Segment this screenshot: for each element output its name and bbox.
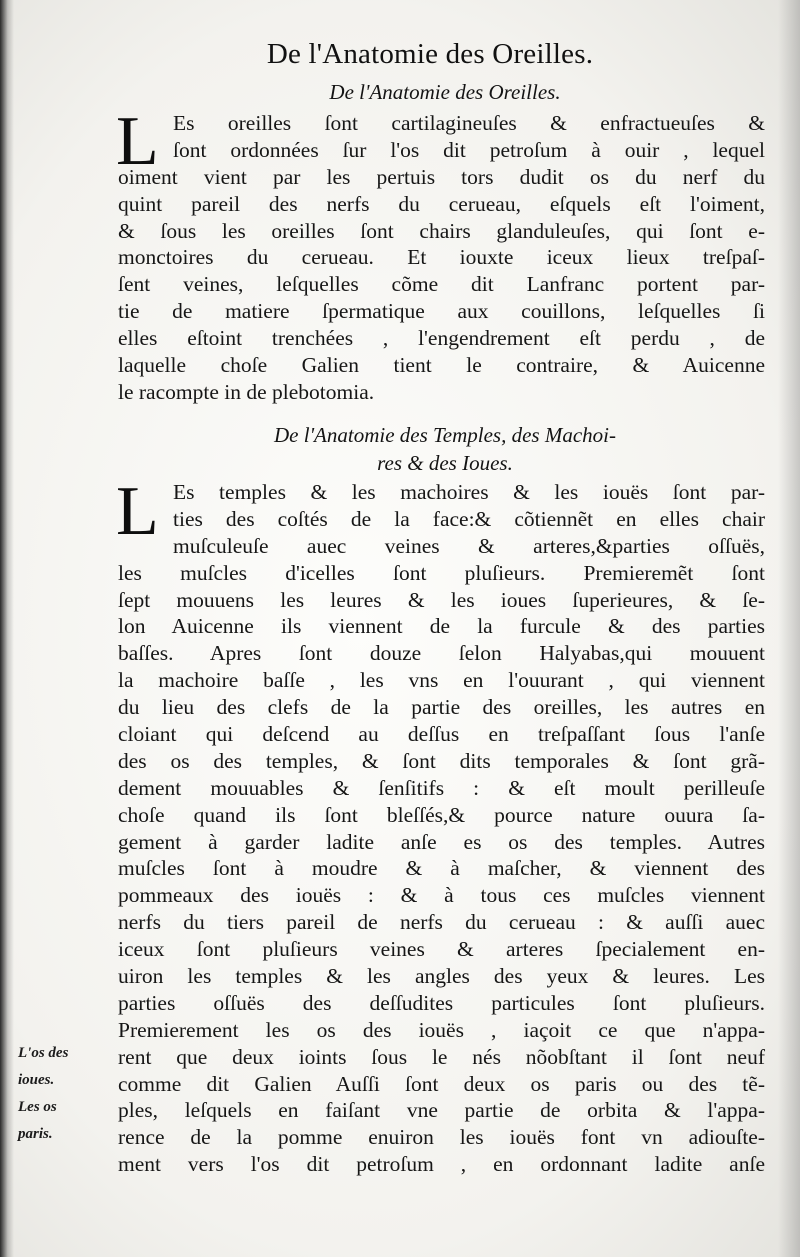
- text-line: gement à garder ladite anſe es os des temples. Autres: [118, 829, 765, 854]
- text-line: des os des temples, & ſont dits temporales & ſont grã-: [118, 748, 765, 773]
- text-line: rent que deux ioints ſous le nés nõobſtant il ſont neuf: [118, 1044, 765, 1069]
- text-line: iceux ſont pluſieurs veines & arteres ſpecialement en-: [118, 937, 765, 962]
- text-line: uiron les temples & les angles des yeux & leures. Les: [118, 964, 765, 989]
- text-line: muſculeuſe auec veines & arteres,&parties oſſuës,: [173, 533, 765, 558]
- text-line: ſont ordonnées ſur l'os dit petroſum à ouir , lequel: [173, 137, 765, 162]
- text-line: le racompte in de plebotomia.: [118, 379, 375, 404]
- text-line: Premierement les os des iouës , iaçoit ce que n'appa-: [118, 1017, 765, 1042]
- section-body-temples: [116, 473, 765, 1178]
- text-line: & ſous les oreilles ſont chairs glanduleuſes, qui ſont e-: [118, 218, 765, 243]
- text-line: choſe quand ils ſont bleſſés,& pource nature ouura ſa-: [118, 802, 765, 827]
- margin-note: Les os: [18, 1098, 57, 1115]
- text-line: lon Auicenne ils viennent de la furcule & des parties: [118, 614, 765, 639]
- section-body-ears: [116, 103, 765, 406]
- running-head: De l'Anatomie des Oreilles.: [266, 38, 594, 70]
- text-line: rence de la pomme enuiron les iouës font vn adiouſte-: [118, 1125, 765, 1150]
- text-line: cloiant qui deſcend au deſſus en treſpaſſant ſous l'anſe: [118, 722, 765, 747]
- drop-cap-letter: L: [116, 473, 159, 550]
- text-line: ties des coſtés de la face:& cõtiennẽt en elles chair: [173, 506, 765, 531]
- text-line: nerfs du tiers pareil de nerfs du cerueau : & auſſi auec: [118, 910, 765, 935]
- text-line: dement mouuables & ſenſitifs : & eſt moult perilleuſe: [118, 775, 765, 800]
- text-line: tie de matiere ſpermatique aux couillons, leſquelles ſi: [118, 299, 765, 324]
- text-line: oiment vient par les pertuis tors dudit os du nerf du: [118, 164, 765, 189]
- text-line: monctoires du cerueau. Et iouxte iceux lieux treſpaſ-: [118, 245, 765, 270]
- text-line: les muſcles d'icelles ſont pluſieurs. Premieremẽt ſont: [118, 560, 765, 585]
- section-heading-ears: De l'Anatomie des Oreilles.: [329, 80, 561, 104]
- text-line: du lieu des clefs de la partie des oreilles, les autres en: [118, 695, 765, 720]
- text-line: ſept mouuens les leures & les ioues ſuperieures, & ſe-: [118, 587, 765, 612]
- page-edge-shadow: [778, 0, 800, 1257]
- text-line: pommeaux des iouës : & à tous ces muſcles viennent: [118, 883, 765, 908]
- margin-note: L'os des: [18, 1045, 69, 1061]
- text-line: laquelle choſe Galien tient le contraire, & Auicenne: [118, 353, 765, 378]
- margin-note: paris.: [18, 1125, 53, 1142]
- margin-note: ioues.: [18, 1071, 55, 1088]
- text-line: comme dit Galien Auſſi ſont deux os paris ou des tẽ-: [118, 1071, 765, 1096]
- text-line: parties oſſuës des deſſudites particules ſont pluſieurs.: [118, 990, 765, 1015]
- drop-cap-letter: L: [116, 103, 159, 180]
- text-line: ples, leſquels en faiſant vne partie de orbita & l'appa-: [118, 1098, 765, 1123]
- text-line: Es temples & les machoires & les iouës ſont par-: [173, 480, 765, 504]
- section-heading-temples-cont: res & des Ioues.: [377, 451, 513, 475]
- text-line: la machoire baſſe , les vns en l'ouurant , qui viennent: [118, 668, 765, 693]
- page-gutter-shadow: [0, 0, 14, 1257]
- text-line: ment vers l'os dit petroſum , en ordonnant ladite anſe: [118, 1152, 765, 1177]
- margin-notes: [18, 1040, 113, 1148]
- text-line: baſſes. Apres ſont douze ſelon Halyabas,qui mouuent: [118, 641, 765, 666]
- text-line: Es oreilles ſont cartilagineuſes & enfractueuſes &: [173, 111, 765, 135]
- text-line: ſent veines, leſquelles cõme dit Lanfranc portent par-: [118, 272, 765, 297]
- text-line: quint pareil des nerfs du cerueau, eſquels eſt l'oiment,: [118, 191, 765, 216]
- text-line: elles eſtoint trenchées , l'engendrement eſt perdu , de: [118, 326, 765, 351]
- text-line: muſcles ſont à moudre & à maſcher, & viennent des: [118, 856, 765, 881]
- section-heading-temples: De l'Anatomie des Temples, des Machoi-: [274, 423, 616, 447]
